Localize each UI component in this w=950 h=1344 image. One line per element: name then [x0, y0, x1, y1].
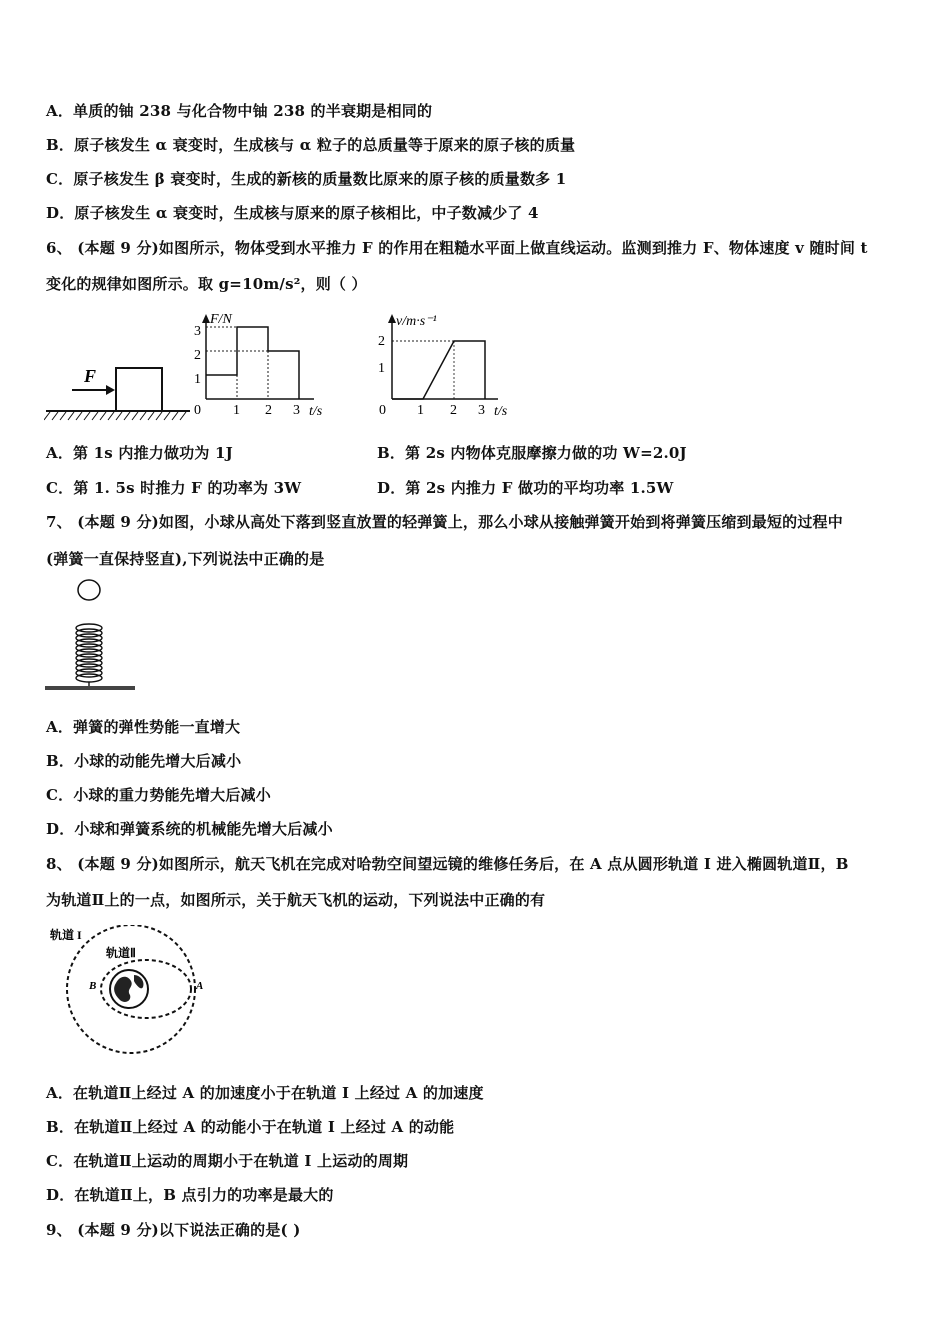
q6-force-chart — [188, 308, 348, 423]
point-b-label: B — [89, 980, 97, 992]
q8-option-b: B．在轨道Ⅱ上经过 A 的动能小于在轨道 I 上经过 A 的动能 — [46, 1118, 455, 1136]
q6-stem-line2: 变化的规律如图所示。取 g=10m/s²，则（ ） — [46, 275, 367, 293]
force-arrow-head — [106, 385, 115, 395]
q5-option-d: D．原子核发生 α 衰变时，生成核与原来的原子核相比，中子数减少了 4 — [46, 204, 539, 222]
f-x-label: t/s — [309, 404, 323, 419]
v-y-label: v/m·s⁻¹ — [396, 314, 437, 329]
v-ytick-2: 2 — [378, 334, 385, 349]
block — [116, 368, 162, 411]
q7-option-a: A．弹簧的弹性势能一直增大 — [46, 718, 241, 736]
f-ytick-2: 2 — [194, 348, 201, 363]
orbit-2-label: 轨道Ⅱ — [106, 946, 136, 960]
v-xtick-3: 3 — [478, 403, 485, 418]
q5-option-b: B．原子核发生 α 衰变时，生成核与 α 粒子的总质量等于原来的原子核的质量 — [46, 136, 576, 154]
q7-option-b: B．小球的动能先增大后减小 — [46, 752, 242, 770]
q7-option-c: C．小球的重力势能先增大后减小 — [46, 786, 271, 804]
q6-option-a: A．第 1s 内推力做功为 1J — [46, 444, 233, 462]
v-xtick-1: 1 — [417, 403, 424, 418]
ball — [78, 580, 100, 600]
q6-option-c: C．第 1. 5s 时推力 F 的功率为 3W — [46, 479, 302, 497]
v-origin-label: 0 — [379, 403, 386, 418]
q6-option-b: B．第 2s 内物体克服摩擦力做的功 W=2.0J — [377, 444, 687, 462]
q6-stem-line1: 6、 (本题 9 分)如图所示，物体受到水平推力 F 的作用在粗糙水平面上做直线运动。监测到推力 F、物体速度 v 随时间 t — [46, 239, 868, 257]
q8-orbit-figure — [46, 925, 216, 1065]
f-y-arrow — [202, 314, 210, 323]
q7-stem-line2: (弹簧一直保持竖直),下列说法中正确的是 — [46, 550, 325, 568]
v-xtick-2: 2 — [450, 403, 457, 418]
q7-spring-figure — [44, 578, 144, 698]
q5-option-a: A．单质的铀 238 与化合物中铀 238 的半衰期是相同的 — [46, 102, 433, 120]
q7-stem-line1: 7、 (本题 9 分)如图，小球从高处下落到竖直放置的轻弹簧上，那么小球从接触弹簧开始到将弹簧压缩到最短的过程中 — [46, 513, 843, 531]
q8-stem-line1: 8、 (本题 9 分)如图所示，航天飞机在完成对哈勃空间望远镜的维修任务后，在 A 点从圆形轨道 I 进入椭圆轨道Ⅱ，B — [46, 855, 849, 873]
spring-ground — [45, 686, 135, 690]
q8-stem-line2: 为轨道Ⅱ上的一点，如图所示，关于航天飞机的运动，下列说法中正确的有 — [46, 891, 546, 909]
f-ytick-3: 3 — [194, 324, 201, 339]
q6-option-d: D．第 2s 内推力 F 做功的平均功率 1.5W — [377, 479, 674, 497]
q5-option-c: C．原子核发生 β 衰变时，生成的新核的质量数比原来的原子核的质量数多 1 — [46, 170, 567, 188]
f-ytick-1: 1 — [194, 372, 201, 387]
point-a-label: A — [196, 980, 204, 992]
q8-option-d: D．在轨道Ⅱ上，B 点引力的功率是最大的 — [46, 1186, 334, 1204]
force-label: F — [84, 366, 97, 386]
f-xtick-1: 1 — [233, 403, 240, 418]
v-ytick-1: 1 — [378, 361, 385, 376]
f-origin-label: 0 — [194, 403, 201, 418]
v-x-label: t/s — [494, 404, 508, 419]
q7-option-d: D．小球和弹簧系统的机械能先增大后减小 — [46, 820, 333, 838]
f-xtick-2: 2 — [265, 403, 272, 418]
q6-velocity-chart — [372, 308, 532, 423]
q6-block-figure — [44, 355, 194, 425]
q8-option-c: C．在轨道Ⅱ上运动的周期小于在轨道 I 上运动的周期 — [46, 1152, 409, 1170]
orbit-1-label: 轨道 I — [50, 928, 82, 942]
ground-hatch — [44, 412, 186, 420]
q8-option-a: A．在轨道Ⅱ上经过 A 的加速度小于在轨道 I 上经过 A 的加速度 — [46, 1084, 484, 1102]
v-y-arrow — [388, 314, 396, 323]
spring — [76, 624, 102, 686]
q9-stem: 9、 (本题 9 分)以下说法正确的是( ) — [46, 1221, 301, 1239]
f-y-label: F/N — [210, 312, 232, 327]
f-xtick-3: 3 — [293, 403, 300, 418]
f-series-line — [206, 327, 299, 399]
v-series-line — [392, 341, 485, 399]
